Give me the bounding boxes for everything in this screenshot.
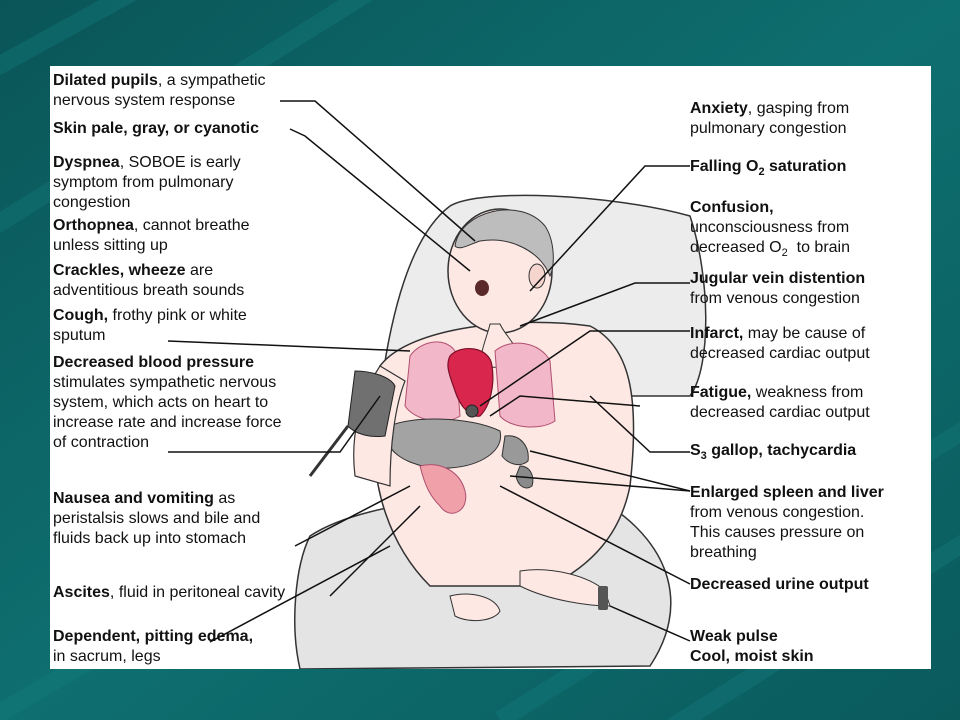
- label-confusion: Confusion, unconsciousness from decreased $O_2$ to brain: [690, 199, 850, 259]
- right-lung: [495, 343, 555, 427]
- label-edema: Dependent, pitting edema, in sacrum, legs: [53, 628, 254, 665]
- label-enlarged-spleen: Enlarged spleen and liver from venous congestion. This causes pressure on breathing: [690, 484, 884, 561]
- mouth: [475, 280, 489, 296]
- label-dyspnea: Dyspnea, SOBOE is early symptom from pulmonary congestion: [53, 154, 241, 211]
- watch: [598, 586, 608, 610]
- label-crackles: Crackles, wheeze are adventitious breath sounds: [53, 262, 245, 299]
- label-orthopnea: Orthopnea, cannot breathe unless sitting up: [53, 217, 250, 254]
- label-dilated-pupils: Dilated pupils, a sympathetic nervous system response: [53, 72, 266, 109]
- label-infarct: Infarct, may be cause of decreased cardiac output: [690, 325, 870, 362]
- bp-tube: [310, 426, 348, 476]
- label-anxiety: Anxiety, gasping from pulmonary congestion: [690, 100, 850, 137]
- label-decreased-bp: Decreased blood pressure stimulates sympathetic nervous system, which acts on heart to increase rate and increase force of contraction: [53, 354, 282, 451]
- label-nausea: Nausea and vomiting as peristalsis slows and bile and fluids back up into stomach: [53, 490, 261, 547]
- label-weak-pulse: Weak pulse: [690, 628, 778, 645]
- label-fatigue: Fatigue, weakness from decreased cardiac output: [690, 384, 870, 421]
- label-s3-gallop: $S_3$ gallop, tachycardia: [690, 442, 857, 462]
- label-cough: Cough, frothy pink or white sputum: [53, 307, 247, 344]
- diagram-panel: [50, 66, 931, 669]
- label-falling-o2: Falling $O_2$ saturation: [690, 158, 847, 178]
- label-ascites: Ascites, fluid in peritoneal cavity: [53, 584, 286, 601]
- label-cool-skin: Cool, moist skin: [690, 648, 814, 665]
- label-skin-pale: Skin pale, gray, or cyanotic: [53, 120, 259, 137]
- label-urine-output: Decreased urine output: [690, 576, 869, 593]
- label-jugular: Jugular vein distention from venous congestion: [690, 270, 866, 307]
- infarct-marker: [466, 405, 478, 417]
